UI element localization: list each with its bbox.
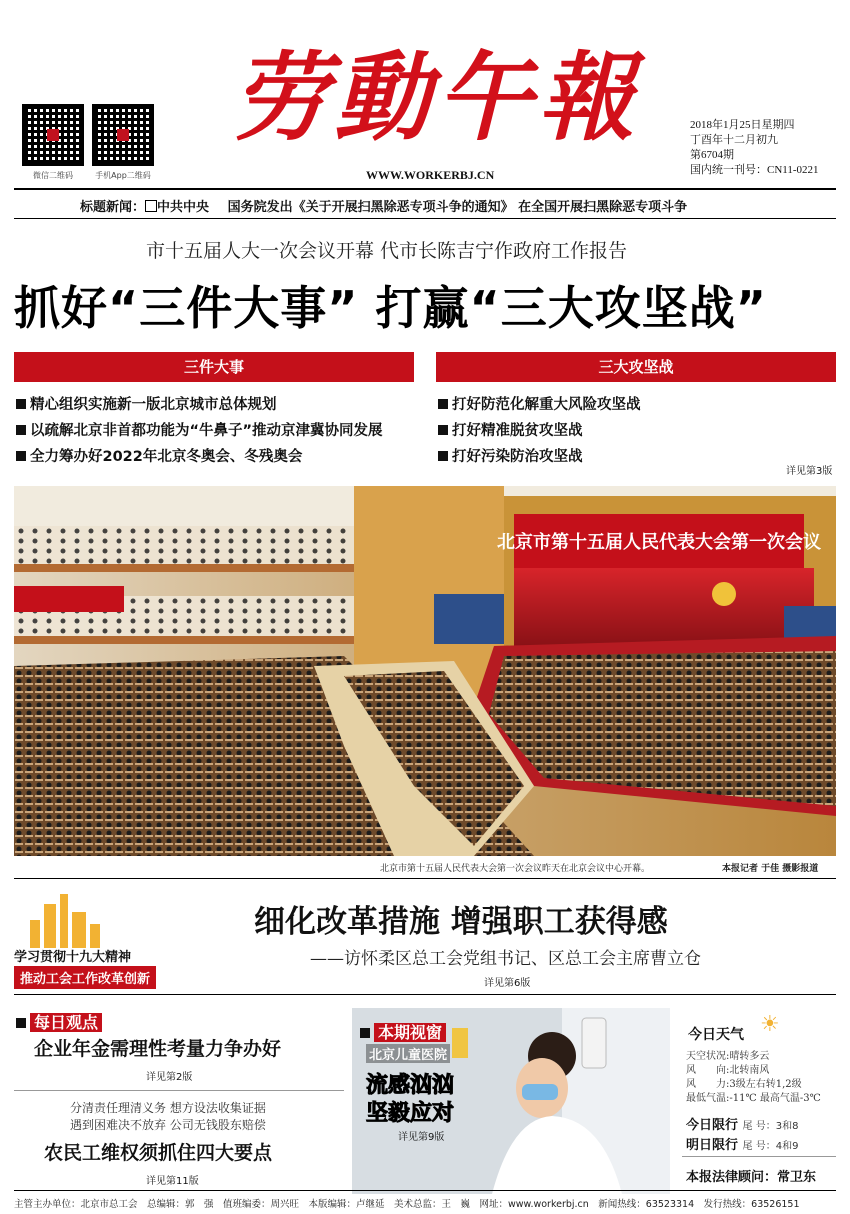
list-item[interactable]: 精心组织实施新一版北京城市总体规划 — [16, 392, 383, 418]
weather-line: 最低气温:-11℃ 最高气温-3℃ — [686, 1093, 821, 1104]
sun-cloud-icon: ☀ — [760, 1012, 780, 1037]
opinion-see-page[interactable]: 详见第2版 — [146, 1072, 193, 1083]
skyline-graphic — [20, 890, 166, 948]
list-item[interactable]: 全力筹办好2022年北京冬奥会、冬残奥会 — [16, 444, 383, 470]
newspaper-logo: 劳動午報 — [232, 41, 640, 154]
hospital-name: 北京儿童医院 — [366, 1044, 450, 1063]
photo-credit: 本报记者 于佳 摄影报道 — [722, 864, 819, 874]
lead-headline[interactable]: 抓好“三件大事” 打赢“三大攻坚战” — [14, 281, 767, 335]
website-url[interactable]: WWW.WORKERBJ.CN — [366, 168, 495, 182]
list-item[interactable]: 打好防范化解重大风险攻坚战 — [438, 392, 641, 418]
flu-see-page[interactable]: 详见第9版 — [398, 1132, 445, 1143]
footer-rule — [14, 1190, 836, 1191]
headline-bar — [80, 196, 687, 215]
three-battles-list — [438, 392, 641, 470]
feature-subheadline: ——访怀柔区总工会党组书记、区总工会主席曹立仓 — [310, 949, 701, 969]
headline-bar-text[interactable]: 国务院发出《关于开展扫黑除恶专项斗争的通知》 在全国开展扫黑除恶专项斗争 — [227, 200, 688, 215]
photo-caption: 北京市第十五届人民代表大会第一次会议昨天在北京会议中心开幕。 — [380, 864, 651, 874]
serial-number: 国内统一刊号：CN11-0221 — [690, 164, 819, 176]
qr-wechat-caption: 微信二维码 — [33, 171, 73, 180]
window-label: 本期视窗 — [360, 1020, 446, 1043]
checkbox-icon — [145, 200, 157, 212]
headline-bar-box: 中共中央 — [157, 200, 210, 215]
bullet-icon — [16, 451, 26, 461]
weather-details — [686, 1050, 821, 1106]
headline-rule — [14, 218, 836, 219]
three-battles-bar: 三大攻坚战 — [436, 352, 836, 382]
limit-tomorrow: 明日限行 尾 号：4和9 — [686, 1138, 799, 1153]
legal-rule — [682, 1156, 836, 1157]
lead-see-page[interactable]: 详见第3版 — [786, 466, 833, 477]
rights-line-1: 分清责任理清义务 想方设法收集证据 — [70, 1101, 266, 1115]
bullet-icon — [438, 451, 448, 461]
limit-today: 今日限行 尾 号：3和8 — [686, 1118, 799, 1133]
weather-line: 风 向:北转南风 — [686, 1065, 770, 1076]
issue-date: 2018年1月25日星期四 — [690, 119, 795, 131]
legal-advisor: 本报法律顾问：常卫东 — [686, 1170, 817, 1185]
rights-line-2: 遇到困难决不放弃 公司无钱股东赔偿 — [70, 1118, 266, 1132]
bullet-icon — [438, 399, 448, 409]
three-matters-list — [16, 392, 383, 470]
qr-code-app — [92, 104, 154, 166]
masthead-rule — [14, 188, 836, 190]
bullet-icon — [16, 1018, 26, 1028]
flu-headline-1[interactable]: 流感汹汹 — [366, 1073, 455, 1098]
photo-illustration — [14, 486, 836, 856]
feature-tag-2: 推动工会工作改革创新 — [14, 966, 156, 989]
feature-see-page[interactable]: 详见第6版 — [484, 978, 531, 989]
lunar-date: 丁酉年十二月初九 — [690, 134, 778, 146]
bullet-icon — [438, 425, 448, 435]
opinion-headline[interactable]: 企业年金需理性考量力争办好 — [34, 1038, 282, 1060]
bullet-icon — [16, 399, 26, 409]
bullet-icon — [360, 1028, 370, 1038]
feature-tag-1: 学习贯彻十九大精神 — [14, 950, 132, 965]
qr-code-wechat — [22, 104, 84, 166]
weather-line: 天空状况:晴转多云 — [686, 1051, 770, 1062]
list-item[interactable]: 打好精准脱贫攻坚战 — [438, 418, 641, 444]
issue-number: 第6704期 — [690, 149, 734, 161]
feature-rule — [14, 994, 836, 995]
list-item[interactable]: 以疏解北京非首都功能为“牛鼻子”推动京津冀协同发展 — [16, 418, 383, 444]
opinion-rule — [14, 1090, 344, 1091]
weather-line: 风 力:3级左右转1,2级 — [686, 1079, 802, 1090]
footer-credits: 主管主办单位：北京市总工会 总编辑：郭 强 值班编委：周兴旺 本版编辑：卢继延 美术总监：王 巍 网址：www.workerbj.cn 新闻热线：63523314 发行热线：63526151 — [14, 1199, 800, 1210]
headline-bar-label: 标题新闻： — [80, 200, 146, 215]
weather-title: 今日天气 — [688, 1027, 744, 1043]
flu-headline-2[interactable]: 坚毅应对 — [366, 1101, 455, 1126]
lead-kicker: 市十五届人大一次会议开幕 代市长陈吉宁作政府工作报告 — [146, 240, 628, 262]
list-item[interactable]: 打好污染防治攻坚战 — [438, 444, 641, 470]
issue-info — [690, 118, 819, 178]
photo-rule — [14, 878, 836, 879]
bullet-icon — [16, 425, 26, 435]
feature-headline[interactable]: 细化改革措施 增强职工获得感 — [254, 904, 668, 940]
opinion-label: 每日观点 — [16, 1010, 102, 1033]
congress-hall-photo — [14, 486, 836, 856]
hospital-photo — [352, 1008, 670, 1194]
qr-app-caption: 手机App二维码 — [95, 171, 151, 180]
migrant-see-page[interactable]: 详见第11版 — [146, 1176, 199, 1187]
migrant-worker-headline[interactable]: 农民工维权须抓住四大要点 — [44, 1142, 273, 1164]
three-matters-bar: 三件大事 — [14, 352, 414, 382]
hall-banner-text: 北京市第十五届人民代表大会第一次会议 — [497, 532, 821, 553]
